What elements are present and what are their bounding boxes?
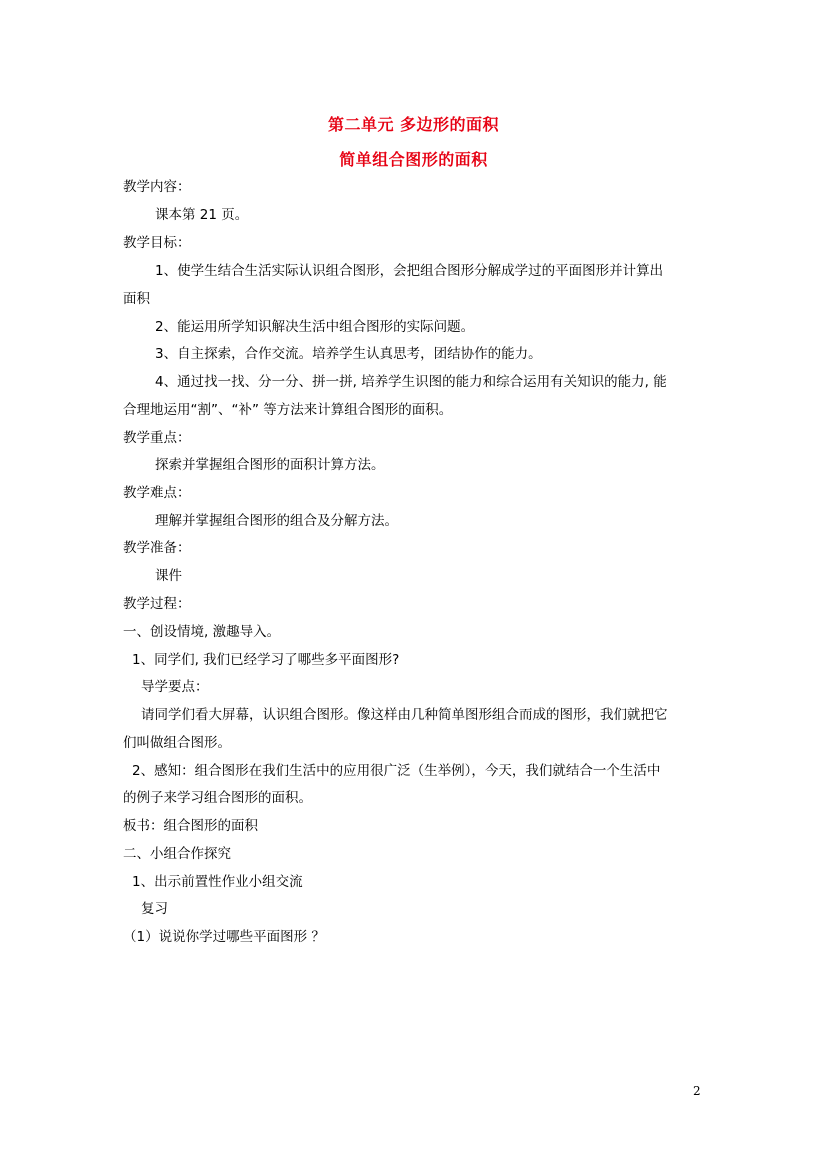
text-line: 复习 (141, 901, 168, 917)
text-line: 4、通过找一找、分一分、拼一拼, 培养学生识图的能力和综合运用有关知识的能力, 能 (155, 374, 667, 390)
text-line: 课件 (155, 568, 182, 584)
text-line: 导学要点： (141, 679, 209, 695)
text-line: 2、能运用所学知识解决生活中组合图形的实际问题。 (155, 319, 475, 335)
text-line: 教学难点： (123, 485, 191, 501)
text-line: 1、使学生结合生活实际认识组合图形，会把组合图形分解成学过的平面图形并计算出 (155, 263, 664, 279)
text-line: 们叫做组合图形。 (123, 735, 231, 751)
text-line: 2、感知：组合图形在我们生活中的应用很广泛（生举例），今天，我们就结合一个生活中 (132, 763, 661, 779)
document-subtitle: 简单组合图形的面积 (339, 150, 488, 169)
text-line: 二、小组合作探究 (123, 846, 231, 862)
text-line: 的例子来学习组合图形的面积。 (123, 790, 312, 806)
text-line: 1、出示前置性作业小组交流 (132, 874, 303, 890)
text-line: 教学准备： (123, 540, 191, 556)
text-line: 请同学们看大屏幕，认识组合图形。像这样由几种简单图形组合而成的图形，我们就把它 (141, 707, 668, 723)
text-line: 探索并掌握组合图形的面积计算方法。 (155, 457, 385, 473)
text-line: 1、同学们, 我们已经学习了哪些多平面图形? (132, 652, 400, 668)
text-line: 3、自主探索，合作交流。培养学生认真思考，团结协作的能力。 (155, 346, 542, 362)
text-line: 教学过程： (123, 596, 191, 612)
text-line: 教学内容： (123, 179, 191, 195)
text-line: 一、创设情境, 激趣导入。 (123, 624, 281, 640)
text-line: 课本第 21 页。 (155, 207, 249, 223)
text-line: （1）说说你学过哪些平面图形 ？ (123, 929, 325, 945)
document-title: 第二单元 多边形的面积 (327, 115, 500, 134)
text-line: 理解并掌握组合图形的组合及分解方法。 (155, 513, 398, 529)
text-line: 面积 (123, 291, 150, 307)
text-line: 教学目标： (123, 235, 191, 251)
text-line: 教学重点： (123, 430, 191, 446)
text-line: 合理地运用“割”、“补” 等方法来计算组合图形的面积。 (123, 402, 453, 418)
text-line: 板书：组合图形的面积 (123, 818, 258, 834)
page-number: 2 (693, 1084, 701, 1098)
